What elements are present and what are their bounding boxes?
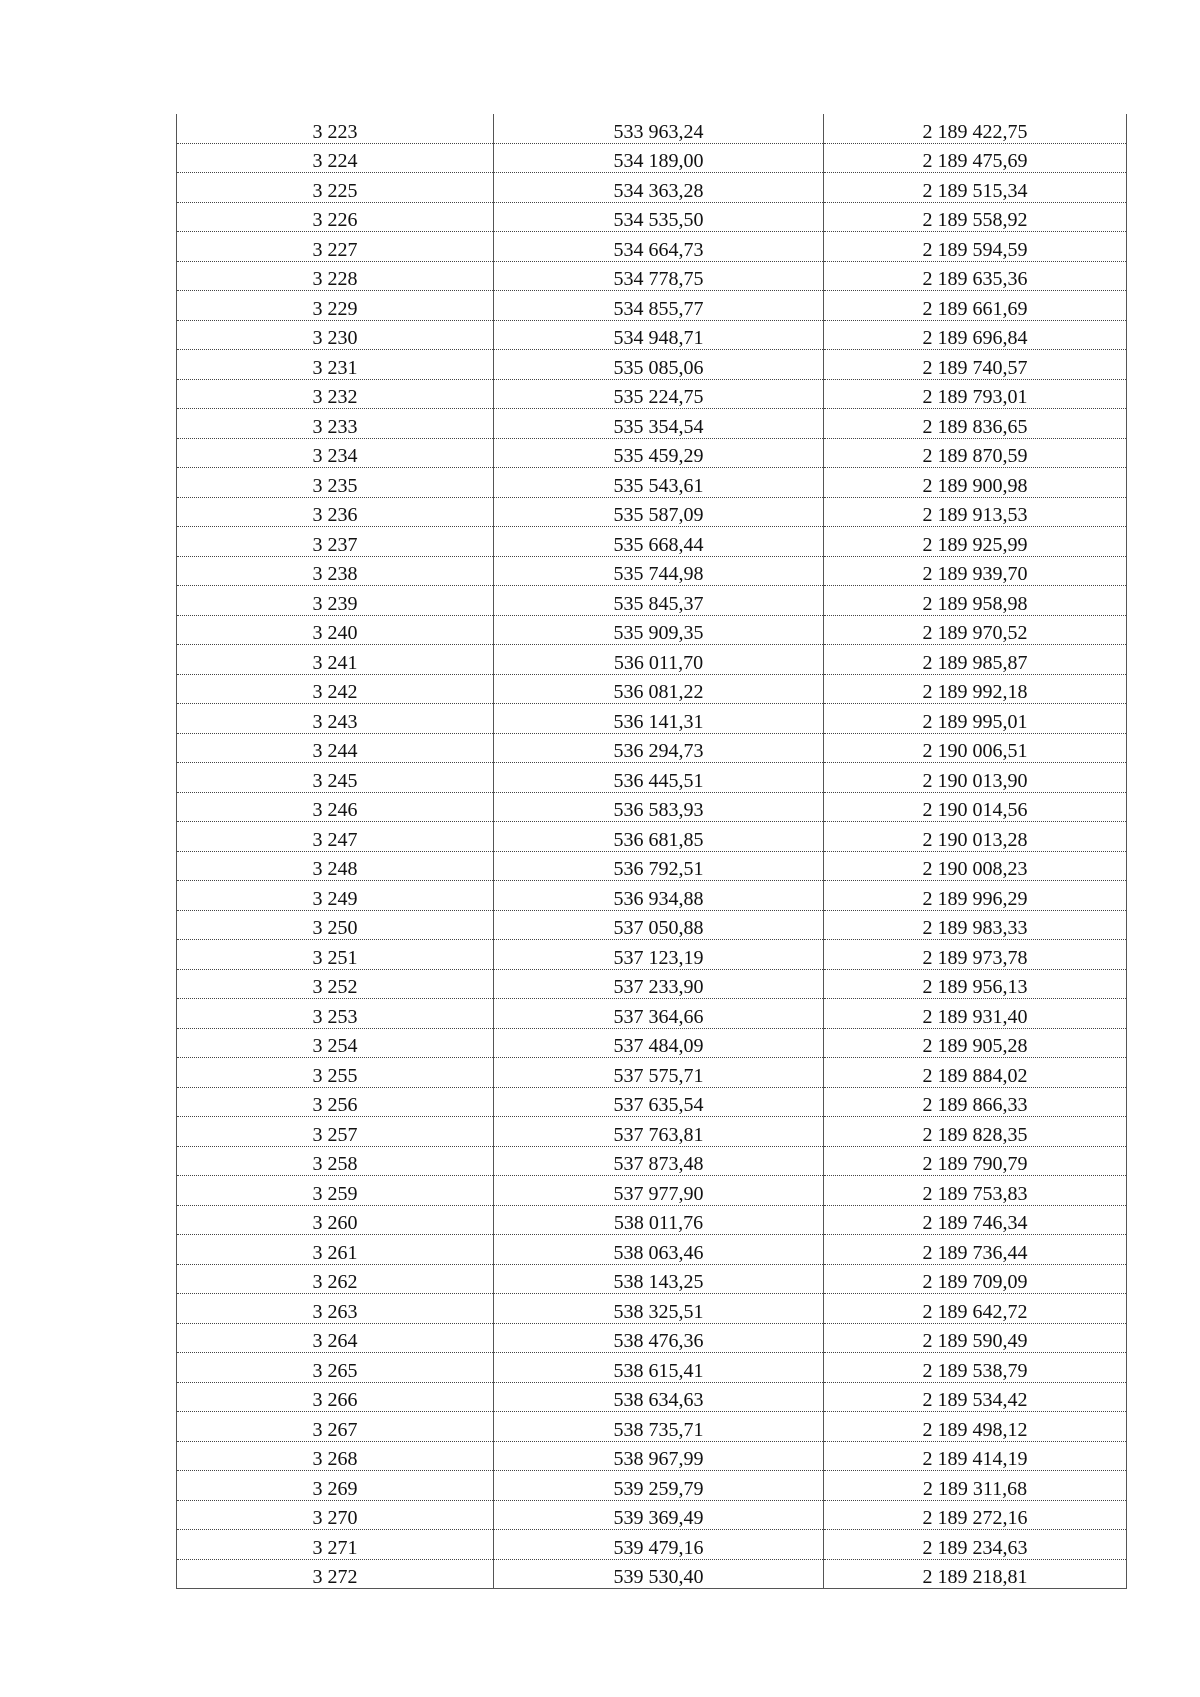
x-coordinate-cell: 538 967,99 (494, 1441, 824, 1471)
point-number-cell: 3 242 (177, 674, 494, 704)
point-number-cell: 3 232 (177, 379, 494, 409)
y-coordinate-cell: 2 189 931,40 (824, 999, 1127, 1029)
coordinates-table (176, 114, 1127, 1589)
point-number-cell: 3 271 (177, 1530, 494, 1560)
table-row (177, 792, 1127, 822)
x-coordinate-cell: 537 977,90 (494, 1176, 824, 1206)
x-coordinate-cell: 537 873,48 (494, 1146, 824, 1176)
table-row (177, 556, 1127, 586)
table-row (177, 940, 1127, 970)
point-number-cell: 3 241 (177, 645, 494, 675)
point-number-cell: 3 269 (177, 1471, 494, 1501)
point-number-cell: 3 246 (177, 792, 494, 822)
x-coordinate-cell: 536 583,93 (494, 792, 824, 822)
x-coordinate-cell: 539 259,79 (494, 1471, 824, 1501)
y-coordinate-cell: 2 189 642,72 (824, 1294, 1127, 1324)
y-coordinate-cell: 2 189 498,12 (824, 1412, 1127, 1442)
table-row (177, 586, 1127, 616)
point-number-cell: 3 264 (177, 1323, 494, 1353)
table-row (177, 1412, 1127, 1442)
point-number-cell: 3 257 (177, 1117, 494, 1147)
table-row (177, 232, 1127, 262)
y-coordinate-cell: 2 190 013,90 (824, 763, 1127, 793)
x-coordinate-cell: 538 325,51 (494, 1294, 824, 1324)
x-coordinate-cell: 536 294,73 (494, 733, 824, 763)
point-number-cell: 3 266 (177, 1382, 494, 1412)
table-row (177, 379, 1127, 409)
table-row (177, 822, 1127, 852)
y-coordinate-cell: 2 189 836,65 (824, 409, 1127, 439)
table-row (177, 1028, 1127, 1058)
table-row (177, 143, 1127, 173)
y-coordinate-cell: 2 189 956,13 (824, 969, 1127, 999)
x-coordinate-cell: 534 948,71 (494, 320, 824, 350)
point-number-cell: 3 236 (177, 497, 494, 527)
y-coordinate-cell: 2 189 746,34 (824, 1205, 1127, 1235)
table-row (177, 969, 1127, 999)
x-coordinate-cell: 538 634,63 (494, 1382, 824, 1412)
y-coordinate-cell: 2 189 793,01 (824, 379, 1127, 409)
y-coordinate-cell: 2 189 234,63 (824, 1530, 1127, 1560)
y-coordinate-cell: 2 189 828,35 (824, 1117, 1127, 1147)
point-number-cell: 3 240 (177, 615, 494, 645)
y-coordinate-cell: 2 189 538,79 (824, 1353, 1127, 1383)
point-number-cell: 3 224 (177, 143, 494, 173)
y-coordinate-cell: 2 189 790,79 (824, 1146, 1127, 1176)
table-row (177, 1500, 1127, 1530)
x-coordinate-cell: 535 224,75 (494, 379, 824, 409)
table-row (177, 1382, 1127, 1412)
y-coordinate-cell: 2 189 311,68 (824, 1471, 1127, 1501)
x-coordinate-cell: 534 778,75 (494, 261, 824, 291)
table-row (177, 1441, 1127, 1471)
point-number-cell: 3 230 (177, 320, 494, 350)
x-coordinate-cell: 535 543,61 (494, 468, 824, 498)
table-row (177, 320, 1127, 350)
table-row (177, 1530, 1127, 1560)
table-row (177, 1235, 1127, 1265)
y-coordinate-cell: 2 189 661,69 (824, 291, 1127, 321)
table-row (177, 409, 1127, 439)
y-coordinate-cell: 2 189 272,16 (824, 1500, 1127, 1530)
point-number-cell: 3 226 (177, 202, 494, 232)
point-number-cell: 3 265 (177, 1353, 494, 1383)
point-number-cell: 3 249 (177, 881, 494, 911)
table-row (177, 173, 1127, 203)
x-coordinate-cell: 539 369,49 (494, 1500, 824, 1530)
table-row (177, 497, 1127, 527)
y-coordinate-cell: 2 189 414,19 (824, 1441, 1127, 1471)
point-number-cell: 3 272 (177, 1559, 494, 1589)
y-coordinate-cell: 2 189 534,42 (824, 1382, 1127, 1412)
point-number-cell: 3 233 (177, 409, 494, 439)
table-row (177, 1087, 1127, 1117)
y-coordinate-cell: 2 189 870,59 (824, 438, 1127, 468)
y-coordinate-cell: 2 189 218,81 (824, 1559, 1127, 1589)
x-coordinate-cell: 536 445,51 (494, 763, 824, 793)
table-row (177, 1353, 1127, 1383)
point-number-cell: 3 255 (177, 1058, 494, 1088)
point-number-cell: 3 261 (177, 1235, 494, 1265)
y-coordinate-cell: 2 190 008,23 (824, 851, 1127, 881)
table-row (177, 1294, 1127, 1324)
point-number-cell: 3 227 (177, 232, 494, 262)
x-coordinate-cell: 537 635,54 (494, 1087, 824, 1117)
table-row (177, 615, 1127, 645)
x-coordinate-cell: 535 459,29 (494, 438, 824, 468)
x-coordinate-cell: 535 085,06 (494, 350, 824, 380)
y-coordinate-cell: 2 189 696,84 (824, 320, 1127, 350)
table-row (177, 1058, 1127, 1088)
table-row (177, 881, 1127, 911)
y-coordinate-cell: 2 189 736,44 (824, 1235, 1127, 1265)
point-number-cell: 3 235 (177, 468, 494, 498)
table-row (177, 1323, 1127, 1353)
table-row (177, 202, 1127, 232)
y-coordinate-cell: 2 189 590,49 (824, 1323, 1127, 1353)
x-coordinate-cell: 538 615,41 (494, 1353, 824, 1383)
y-coordinate-cell: 2 189 958,98 (824, 586, 1127, 616)
point-number-cell: 3 238 (177, 556, 494, 586)
point-number-cell: 3 228 (177, 261, 494, 291)
x-coordinate-cell: 537 575,71 (494, 1058, 824, 1088)
x-coordinate-cell: 535 354,54 (494, 409, 824, 439)
x-coordinate-cell: 537 123,19 (494, 940, 824, 970)
table-row (177, 291, 1127, 321)
y-coordinate-cell: 2 189 635,36 (824, 261, 1127, 291)
y-coordinate-cell: 2 189 709,09 (824, 1264, 1127, 1294)
table-row (177, 851, 1127, 881)
point-number-cell: 3 252 (177, 969, 494, 999)
point-number-cell: 3 258 (177, 1146, 494, 1176)
point-number-cell: 3 225 (177, 173, 494, 203)
point-number-cell: 3 223 (177, 114, 494, 143)
y-coordinate-cell: 2 189 939,70 (824, 556, 1127, 586)
point-number-cell: 3 229 (177, 291, 494, 321)
x-coordinate-cell: 537 763,81 (494, 1117, 824, 1147)
table-row (177, 438, 1127, 468)
y-coordinate-cell: 2 189 970,52 (824, 615, 1127, 645)
x-coordinate-cell: 533 963,24 (494, 114, 824, 143)
y-coordinate-cell: 2 189 973,78 (824, 940, 1127, 970)
x-coordinate-cell: 535 909,35 (494, 615, 824, 645)
x-coordinate-cell: 534 855,77 (494, 291, 824, 321)
x-coordinate-cell: 538 011,76 (494, 1205, 824, 1235)
point-number-cell: 3 245 (177, 763, 494, 793)
x-coordinate-cell: 538 476,36 (494, 1323, 824, 1353)
x-coordinate-cell: 534 363,28 (494, 173, 824, 203)
point-number-cell: 3 254 (177, 1028, 494, 1058)
y-coordinate-cell: 2 189 900,98 (824, 468, 1127, 498)
x-coordinate-cell: 539 479,16 (494, 1530, 824, 1560)
y-coordinate-cell: 2 189 558,92 (824, 202, 1127, 232)
point-number-cell: 3 234 (177, 438, 494, 468)
x-coordinate-cell: 537 050,88 (494, 910, 824, 940)
point-number-cell: 3 248 (177, 851, 494, 881)
y-coordinate-cell: 2 189 866,33 (824, 1087, 1127, 1117)
x-coordinate-cell: 536 011,70 (494, 645, 824, 675)
point-number-cell: 3 263 (177, 1294, 494, 1324)
point-number-cell: 3 239 (177, 586, 494, 616)
y-coordinate-cell: 2 189 992,18 (824, 674, 1127, 704)
y-coordinate-cell: 2 189 913,53 (824, 497, 1127, 527)
table-row (177, 763, 1127, 793)
x-coordinate-cell: 536 792,51 (494, 851, 824, 881)
y-coordinate-cell: 2 190 013,28 (824, 822, 1127, 852)
y-coordinate-cell: 2 189 925,99 (824, 527, 1127, 557)
y-coordinate-cell: 2 190 006,51 (824, 733, 1127, 763)
table-row (177, 674, 1127, 704)
table-row (177, 999, 1127, 1029)
table-row (177, 468, 1127, 498)
point-number-cell: 3 260 (177, 1205, 494, 1235)
y-coordinate-cell: 2 189 996,29 (824, 881, 1127, 911)
table-row (177, 350, 1127, 380)
x-coordinate-cell: 536 681,85 (494, 822, 824, 852)
x-coordinate-cell: 537 364,66 (494, 999, 824, 1029)
table-row (177, 704, 1127, 734)
point-number-cell: 3 262 (177, 1264, 494, 1294)
y-coordinate-cell: 2 189 475,69 (824, 143, 1127, 173)
x-coordinate-cell: 536 141,31 (494, 704, 824, 734)
point-number-cell: 3 267 (177, 1412, 494, 1442)
table-row (177, 1146, 1127, 1176)
x-coordinate-cell: 535 845,37 (494, 586, 824, 616)
point-number-cell: 3 244 (177, 733, 494, 763)
y-coordinate-cell: 2 189 995,01 (824, 704, 1127, 734)
point-number-cell: 3 237 (177, 527, 494, 557)
y-coordinate-cell: 2 189 884,02 (824, 1058, 1127, 1088)
table-row (177, 1471, 1127, 1501)
table-row (177, 1205, 1127, 1235)
table-row (177, 261, 1127, 291)
x-coordinate-cell: 537 233,90 (494, 969, 824, 999)
table-row (177, 910, 1127, 940)
point-number-cell: 3 256 (177, 1087, 494, 1117)
x-coordinate-cell: 535 587,09 (494, 497, 824, 527)
table-row (177, 1559, 1127, 1589)
point-number-cell: 3 270 (177, 1500, 494, 1530)
table-row (177, 1176, 1127, 1206)
x-coordinate-cell: 538 143,25 (494, 1264, 824, 1294)
table-row (177, 1117, 1127, 1147)
x-coordinate-cell: 534 535,50 (494, 202, 824, 232)
x-coordinate-cell: 535 668,44 (494, 527, 824, 557)
y-coordinate-cell: 2 189 594,59 (824, 232, 1127, 262)
coordinates-table-body (177, 114, 1127, 1589)
table-row (177, 114, 1127, 143)
x-coordinate-cell: 534 664,73 (494, 232, 824, 262)
point-number-cell: 3 251 (177, 940, 494, 970)
point-number-cell: 3 253 (177, 999, 494, 1029)
y-coordinate-cell: 2 189 740,57 (824, 350, 1127, 380)
point-number-cell: 3 247 (177, 822, 494, 852)
y-coordinate-cell: 2 189 753,83 (824, 1176, 1127, 1206)
x-coordinate-cell: 538 063,46 (494, 1235, 824, 1265)
x-coordinate-cell: 536 081,22 (494, 674, 824, 704)
y-coordinate-cell: 2 189 983,33 (824, 910, 1127, 940)
point-number-cell: 3 268 (177, 1441, 494, 1471)
y-coordinate-cell: 2 189 515,34 (824, 173, 1127, 203)
y-coordinate-cell: 2 190 014,56 (824, 792, 1127, 822)
y-coordinate-cell: 2 189 905,28 (824, 1028, 1127, 1058)
point-number-cell: 3 231 (177, 350, 494, 380)
x-coordinate-cell: 538 735,71 (494, 1412, 824, 1442)
x-coordinate-cell: 536 934,88 (494, 881, 824, 911)
y-coordinate-cell: 2 189 985,87 (824, 645, 1127, 675)
x-coordinate-cell: 539 530,40 (494, 1559, 824, 1589)
table-row (177, 527, 1127, 557)
x-coordinate-cell: 537 484,09 (494, 1028, 824, 1058)
point-number-cell: 3 259 (177, 1176, 494, 1206)
point-number-cell: 3 243 (177, 704, 494, 734)
table-row (177, 733, 1127, 763)
table-row (177, 1264, 1127, 1294)
x-coordinate-cell: 534 189,00 (494, 143, 824, 173)
table-row (177, 645, 1127, 675)
y-coordinate-cell: 2 189 422,75 (824, 114, 1127, 143)
point-number-cell: 3 250 (177, 910, 494, 940)
x-coordinate-cell: 535 744,98 (494, 556, 824, 586)
